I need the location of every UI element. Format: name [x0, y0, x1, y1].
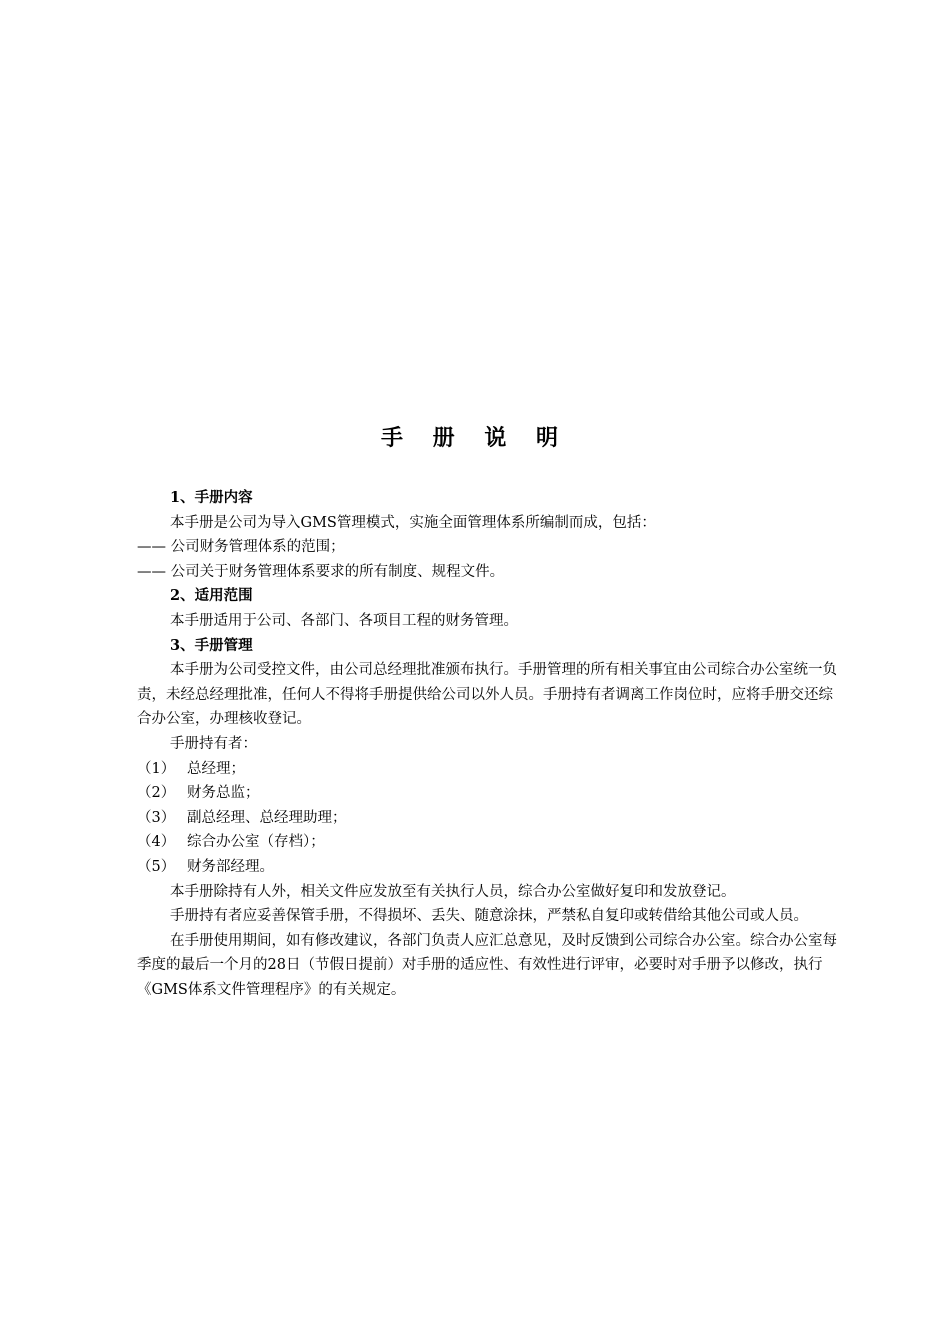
- paragraph: 在手册使用期间，如有修改建议，各部门负责人应汇总意见，及时反馈到公司综合办公室。综合办公室每季度的最后一个月的28日（节假日提前）对手册的适应性、有效性进行评审，必要时对手册予以修改，执行《GMS体系文件管理程序》的有关规定。: [137, 932, 837, 998]
- list-item-text: 副总经理、总经理助理；: [187, 809, 347, 826]
- paragraph: 本手册除持有人外，相关文件应发放至有关执行人员，综合办公室做好复印和发放登记。: [170, 883, 736, 900]
- list-item-text: 总经理；: [187, 760, 245, 777]
- paragraph: 本手册是公司为导入GMS管理模式，实施全面管理体系所编制而成，包括：: [170, 514, 656, 531]
- list-item: [137, 757, 837, 782]
- paragraph: 手册持有者：: [170, 735, 257, 752]
- section-heading-1: 1、手册内容: [170, 489, 253, 506]
- paragraph: 本手册适用于公司、各部门、各项目工程的财务管理。: [170, 612, 518, 629]
- list-item-number: （5）: [137, 858, 176, 875]
- paragraph: 本手册为公司受控文件，由公司总经理批准颁布执行。手册管理的所有相关事宜由公司综合办公室统一负责，未经总经理批准，任何人不得将手册提供给公司以外人员。手册持有者调离工作岗位时，应将手册交还综合办公室，办理核收登记。: [137, 662, 837, 728]
- document-title: 手 册 说 明: [381, 425, 569, 451]
- paragraph: —— 公司关于财务管理体系要求的所有制度、规程文件。: [137, 563, 505, 580]
- list-item: [137, 855, 837, 880]
- list-item: [137, 781, 837, 806]
- paragraph: 手册持有者应妥善保管手册，不得损坏、丢失、随意涂抹，严禁私自复印或转借给其他公司或人员。: [170, 908, 808, 925]
- list-item-text: 财务总监；: [187, 785, 260, 802]
- list-item-number: （1）: [137, 760, 176, 777]
- paragraph: —— 公司财务管理体系的范围；: [137, 539, 345, 556]
- list-item-text: 财务部经理。: [187, 858, 274, 875]
- list-item-number: （3）: [137, 809, 176, 826]
- document-body: [137, 486, 837, 1002]
- list-item-text: 综合办公室（存档）；: [187, 834, 325, 851]
- list-item-number: （2）: [137, 785, 176, 802]
- list-item: [137, 806, 837, 831]
- section-heading-2: 2、适用范围: [170, 587, 253, 605]
- section-heading-3: 3、手册管理: [170, 636, 253, 654]
- list-item-number: （4）: [137, 834, 176, 851]
- list-item: [137, 830, 837, 855]
